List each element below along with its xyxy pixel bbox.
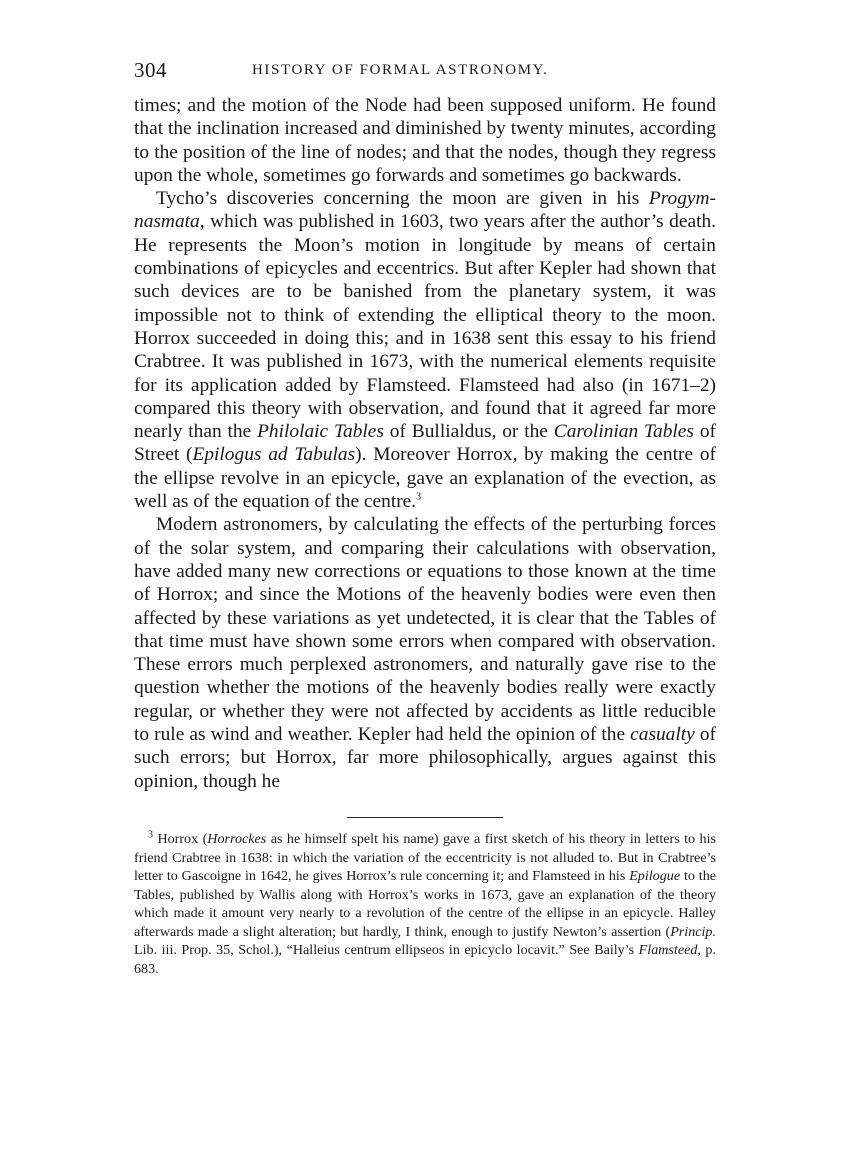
footnote <box>134 830 716 979</box>
paragraph-2-text-i: ). Moreover Horrox, by making the centre of the ellipse revolve in an epicycle, gave an explanation of the evection, as well as of the equation of the centre. <box>134 444 716 513</box>
title-flamsteed: Flamsteed, <box>638 942 701 959</box>
book-page <box>134 58 716 979</box>
title-princip: Princip. <box>670 923 716 940</box>
page-number: 304 <box>134 58 167 82</box>
paragraph-2-text-c: which was published in 1603, two years after the author’s death. He represents the Moon’s motion in longitude by means of certain combinations of epicycles and eccentrics. But after Kepler had shown that such devices are to be banished from the planetary system, it was impossible not to think of extending the elliptical theory to the moon. Horrox succeeded in doing this; and in 1638 sent this essay to his friend Crabtree. It was published in 1673, with the numerical elements requisite for its application added by Flamsteed. Flamsteed had also (in 1671–2) compared this theory with observation, and found that it agreed far more nearly than the <box>134 211 716 443</box>
title-epilogus-ad-tabulas: Epilogus ad Tabulas <box>192 444 356 466</box>
running-title: HISTORY OF FORMAL ASTRONOMY. <box>252 62 549 78</box>
paragraph-1: times; and the motion of the Node had been supposed uniform. He found that the inclination increased and diminished by twenty minutes, according to the position of the line of nodes; and that the nodes, though they regress upon the whole, sometimes go forwards and sometimes go backwards. <box>134 95 716 186</box>
title-carolinian-tables: Carolinian Tables <box>553 421 694 443</box>
footnote-mark: 3 <box>148 829 153 841</box>
paragraph-2 <box>134 187 716 513</box>
footnote-text-c: as he himself spelt his name) gave a first sketch of his theory in letters to his friend Crabtree in 1638: in which the variation of the eccentricity is not alluded to. But in Crabtree’s letter to Gascoigne in 1642, he gives Horrox’s rule concerning it; and Flamsteed in his <box>134 830 716 885</box>
term-casualty: casualty <box>630 724 695 746</box>
running-head <box>134 58 716 84</box>
title-progymnasmata: Progymnasmata, <box>134 188 716 233</box>
paragraph-2-text-a: Tycho’s discoveries concerning the moon are given in his <box>156 188 649 210</box>
footnote-text-e: to the Tables, published by Wallis along with Horrox’s works in 1673, gave an explanation of the theory which made it amount very nearly to a revolution of the centre of the ellipse in an epicycle. Halley afterwards made a slight alteration; but hardly, I think, enough to justify Newton’s assertion ( <box>134 868 716 940</box>
paragraph-3-text-c: of such errors; but Horrox, far more philosophically, argues against this opinion, though he <box>134 724 716 792</box>
paragraph-2-text-g: of Street ( <box>134 421 716 466</box>
footnote-text-g: Lib. iii. Prop. 35, Schol.), “Halleius centrum ellipseos in epicyclo locavit.” See Baily’s <box>134 942 639 959</box>
footnote-divider <box>347 817 503 818</box>
body-text <box>134 94 716 793</box>
title-epilogue: Epilogue <box>629 868 681 885</box>
paragraph-2-text-e: of Bullialdus, or the <box>383 421 554 443</box>
title-philolaic-tables: Philolaic Tables <box>257 421 384 443</box>
footnote-text-a: Horrox ( <box>153 830 208 847</box>
name-horrockes: Horrockes <box>207 830 267 847</box>
paragraph-3 <box>134 513 716 793</box>
paragraph-3-text-a: Modern astronomers, by calculating the effects of the perturbing forces of the solar system, and comparing their calculations with observation, have added many new corrections or equations to those known at the time of Horrox; and since the Motions of the heavenly bodies were even then affected by these variations as yet undetected, it is clear that the Tables of that time must have shown some errors when compared with observation. These errors much perplexed astronomers, and naturally gave rise to the question whether the motions of the heavenly bodies really were exactly regular, or whether they were not affected by accidents as little reducible to rule as wind and weather. Kepler had held the opinion of the <box>134 514 716 746</box>
footnote-text-i: p. 683. <box>134 942 717 978</box>
footnote-reference: 3 <box>416 491 422 503</box>
